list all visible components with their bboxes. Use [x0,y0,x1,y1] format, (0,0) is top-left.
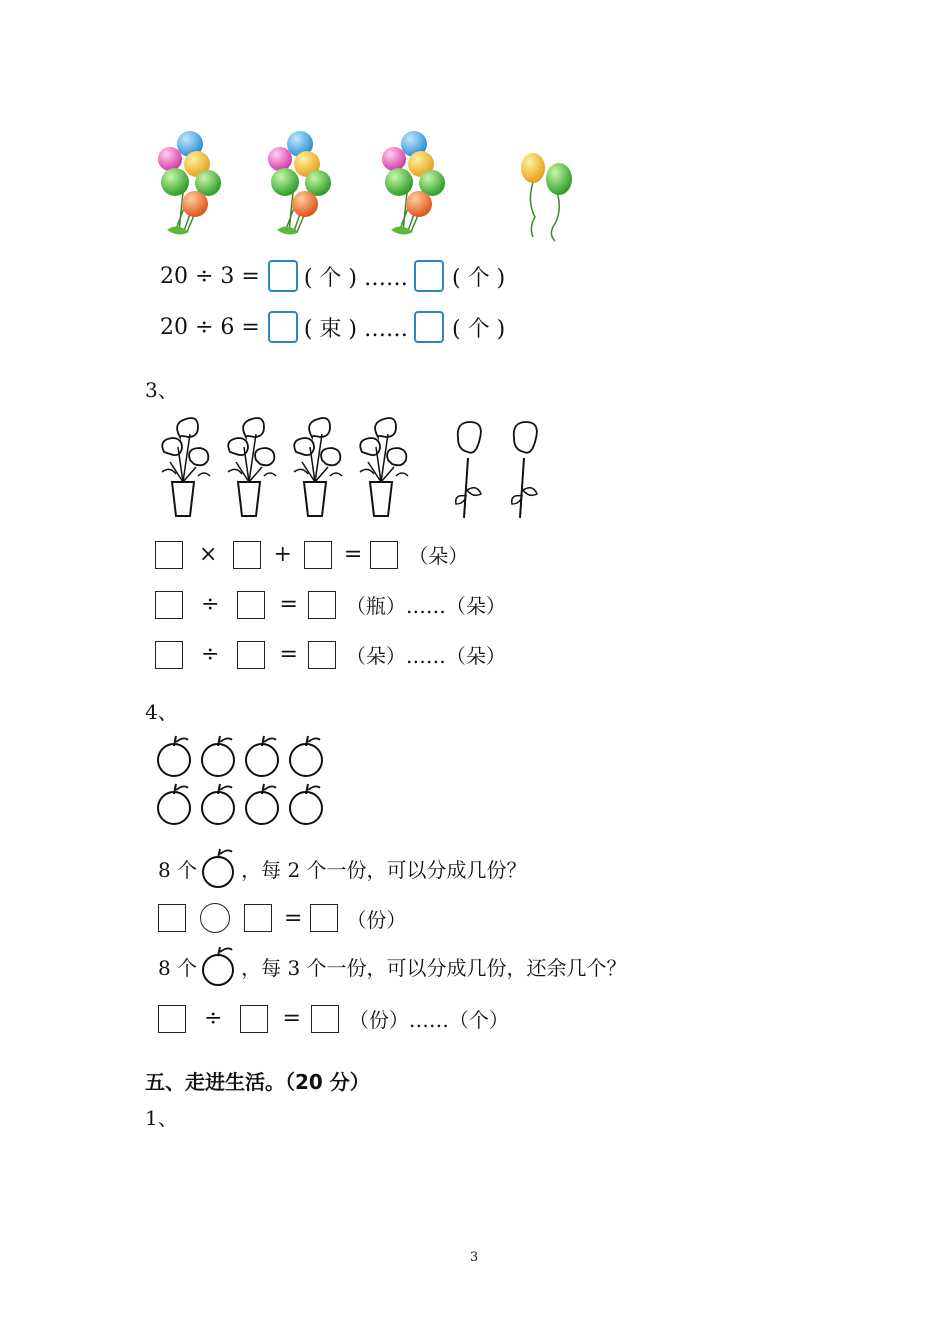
apples-illustration [152,734,342,829]
answer-box[interactable] [311,1005,339,1033]
answer-box[interactable] [155,641,183,669]
operator: = [279,642,298,667]
q4-prompt-2 [158,946,627,986]
operator: ÷ [201,642,220,667]
answer-box[interactable] [240,1005,268,1033]
prompt-prefix: 8 个 [158,955,198,980]
balloon-equation-2 [160,311,505,343]
question-3-number: 3、 [145,378,178,402]
q3-equation-1 [155,540,468,569]
unit-label: ( 个 ) …… [303,265,408,291]
remainder-box[interactable] [414,260,444,292]
equation-expression: 20 ÷ 3 = [160,263,260,289]
answer-box[interactable] [155,591,183,619]
unit-label: （朵） [445,644,506,668]
unit-label: （朵）…… [345,644,446,668]
answer-box[interactable] [370,541,398,569]
answer-box[interactable] [233,541,261,569]
answer-box[interactable] [310,904,338,932]
q3-equation-3 [155,640,506,669]
operator-circle[interactable] [200,903,230,933]
q4-equation-2 [158,1004,509,1033]
q3-equation-2 [155,590,506,619]
section-5-item-1: 1、 [145,1106,178,1130]
section-5-title: 五、走进生活。（20 分） [145,1070,370,1094]
answer-box[interactable] [244,904,272,932]
operator: ÷ [201,592,220,617]
unit-label: （份） [346,907,407,932]
equation-expression: 20 ÷ 6 = [160,314,260,340]
unit-label: （份）…… [348,1008,449,1032]
balloon-equation-1 [160,260,505,292]
answer-box[interactable] [268,311,298,343]
answer-box[interactable] [158,1005,186,1033]
balloon-illustration [145,122,585,247]
answer-box[interactable] [155,541,183,569]
operator: = [343,542,363,567]
unit-label: ( 束 ) …… [303,316,408,342]
question-4-number: 4、 [145,700,178,724]
answer-box[interactable] [268,260,298,292]
operator: × [199,542,218,567]
operator: = [284,905,303,931]
unit-label: ( 个 ) [452,316,506,342]
unit-label: （朵） [445,594,506,618]
operator: = [282,1006,301,1031]
operator: = [279,592,298,617]
operator: ÷ [204,1006,223,1031]
q4-equation-1 [158,903,406,933]
prompt-text: ，每 3 个一份，可以分成几份，还余几个？ [241,955,627,980]
q4-prompt-1 [158,848,527,888]
prompt-text: ，每 2 个一份，可以分成几份？ [241,857,527,882]
answer-box[interactable] [304,541,332,569]
apple-icon [199,946,239,986]
prompt-prefix: 8 个 [158,857,198,882]
answer-box[interactable] [308,591,336,619]
flower-vases-illustration [150,412,550,522]
unit-label: （瓶）…… [345,594,446,618]
answer-box[interactable] [237,591,265,619]
unit-label: （个） [448,1008,509,1032]
answer-box[interactable] [237,641,265,669]
page-number: 3 [470,1250,479,1265]
answer-box[interactable] [158,904,186,932]
unit-label: （朵） [408,544,469,568]
apple-icon [199,848,239,888]
answer-box[interactable] [308,641,336,669]
remainder-box[interactable] [414,311,444,343]
operator: + [273,542,292,567]
unit-label: ( 个 ) [452,265,506,291]
